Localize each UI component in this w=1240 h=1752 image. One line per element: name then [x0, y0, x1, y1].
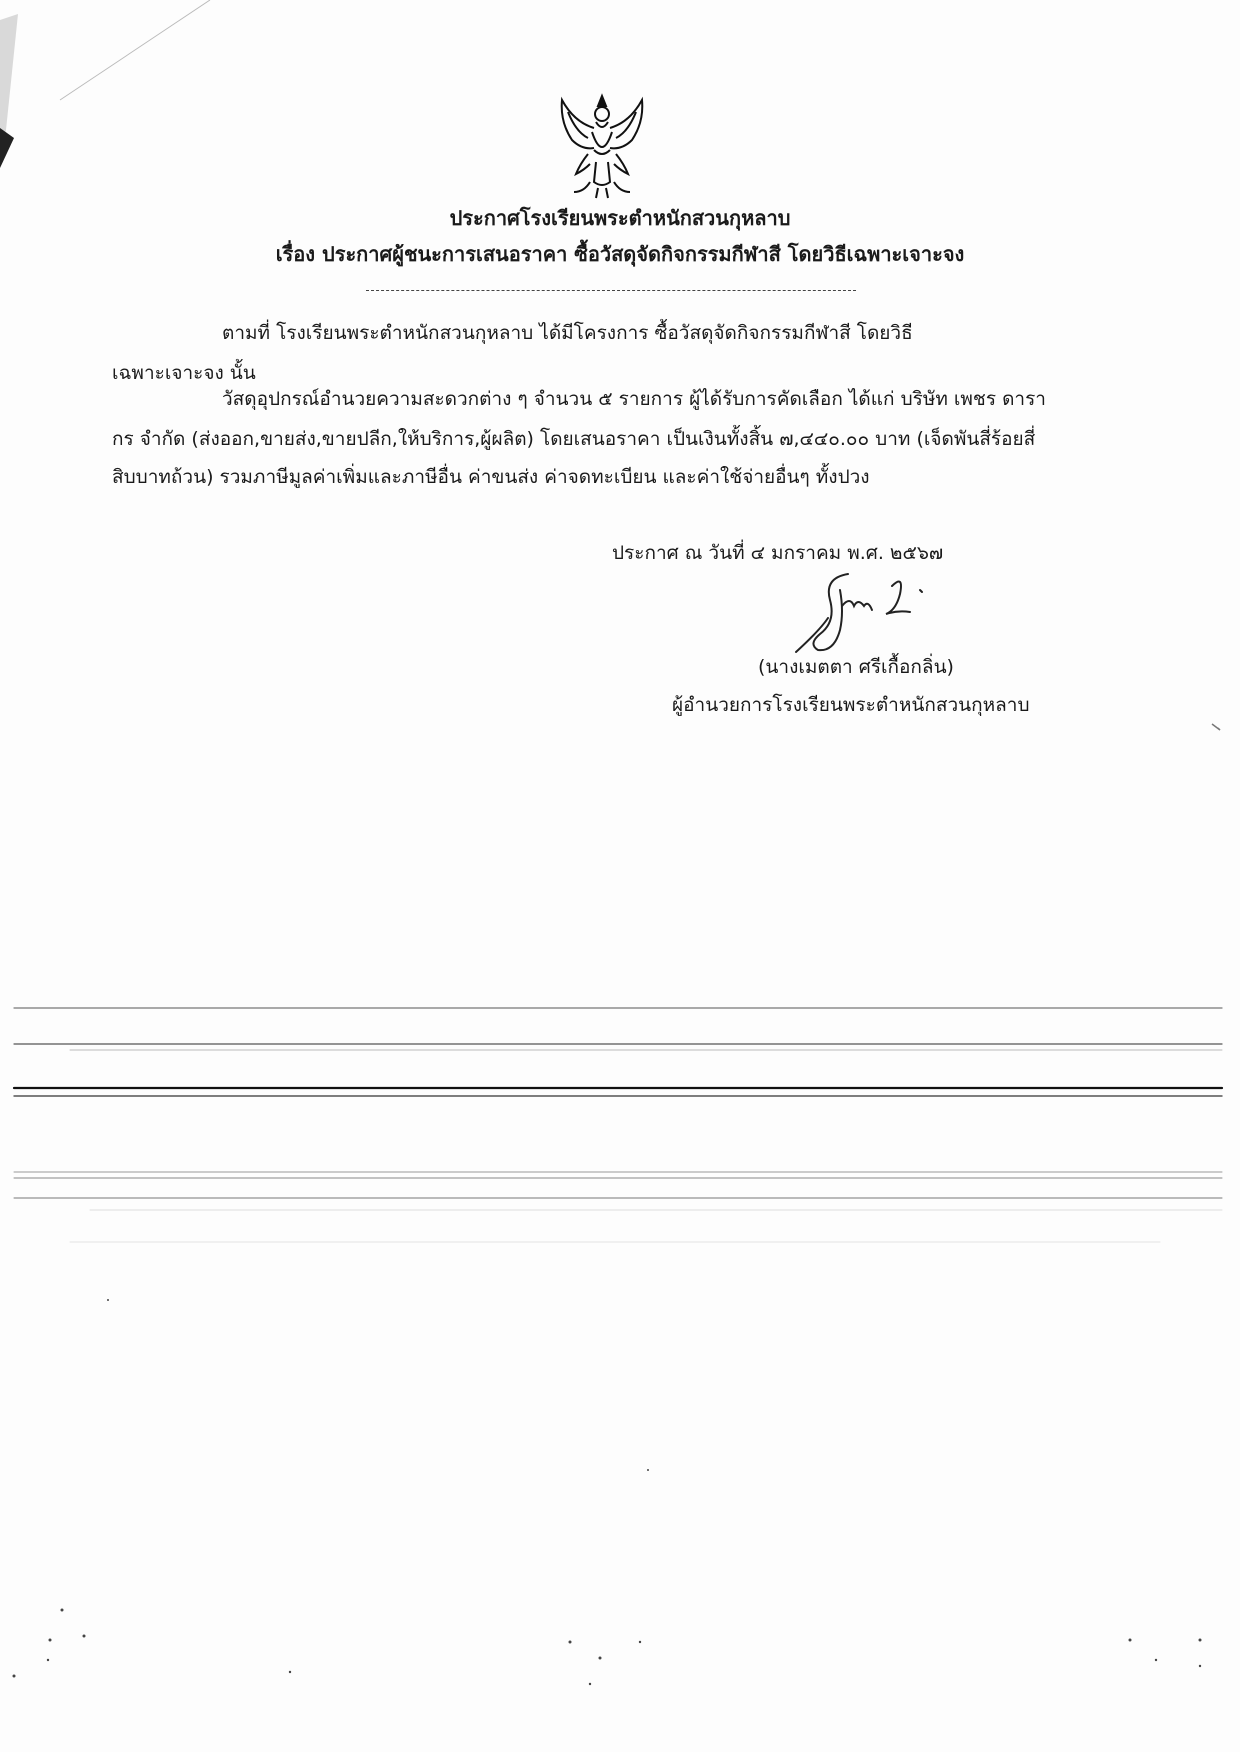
body-paragraph-2-line-1: วัสดุอุปกรณ์อำนวยความสะดวกต่าง ๆ จำนวน ๕ รายการ ผู้ได้รับการคัดเลือก ได้แก่ บริษัท เพชร ดารา: [222, 388, 1046, 410]
body-paragraph-2-line-3: สิบบาทถ้วน) รวมภาษีมูลค่าเพิ่มและภาษีอื่น ค่าขนส่ง ค่าจดทะเบียน และค่าใช้จ่ายอื่นๆ ทั้งปวง: [112, 466, 870, 488]
body-paragraph-2-line-2: กร จำกัด (ส่งออก,ขายส่ง,ขายปลีก,ให้บริการ,ผู้ผลิต) โดยเสนอราคา เป็นเงินทั้งสิ้น ๗,๔๔๐.๐๐ บาท (เจ็ดพันสี่ร้อยสี่: [112, 428, 1036, 450]
signer-name: (นางเมตตา ศรีเกื้อกลิ่น): [758, 656, 954, 678]
body-paragraph-1-line-2: เฉพาะเจาะจง นั้น: [112, 362, 256, 384]
announcement-date: ประกาศ ณ วันที่ ๔ มกราคม พ.ศ. ๒๕๖๗: [612, 542, 944, 564]
announcement-title: ประกาศโรงเรียนพระตำหนักสวนกุหลาบ: [449, 206, 791, 230]
announcement-subject: เรื่อง ประกาศผู้ชนะการเสนอราคา ซื้อวัสดุจัดกิจกรรมกีฬาสี โดยวิธีเฉพาะเจาะจง: [275, 242, 965, 266]
signer-title: ผู้อำนวยการโรงเรียนพระตำหนักสวนกุหลาบ: [672, 694, 1030, 716]
body-paragraph-1-line-1: ตามที่ โรงเรียนพระตำหนักสวนกุหลาบ ได้มีโครงการ ซื้อวัสดุจัดกิจกรรมกีฬาสี โดยวิธี: [222, 322, 913, 344]
